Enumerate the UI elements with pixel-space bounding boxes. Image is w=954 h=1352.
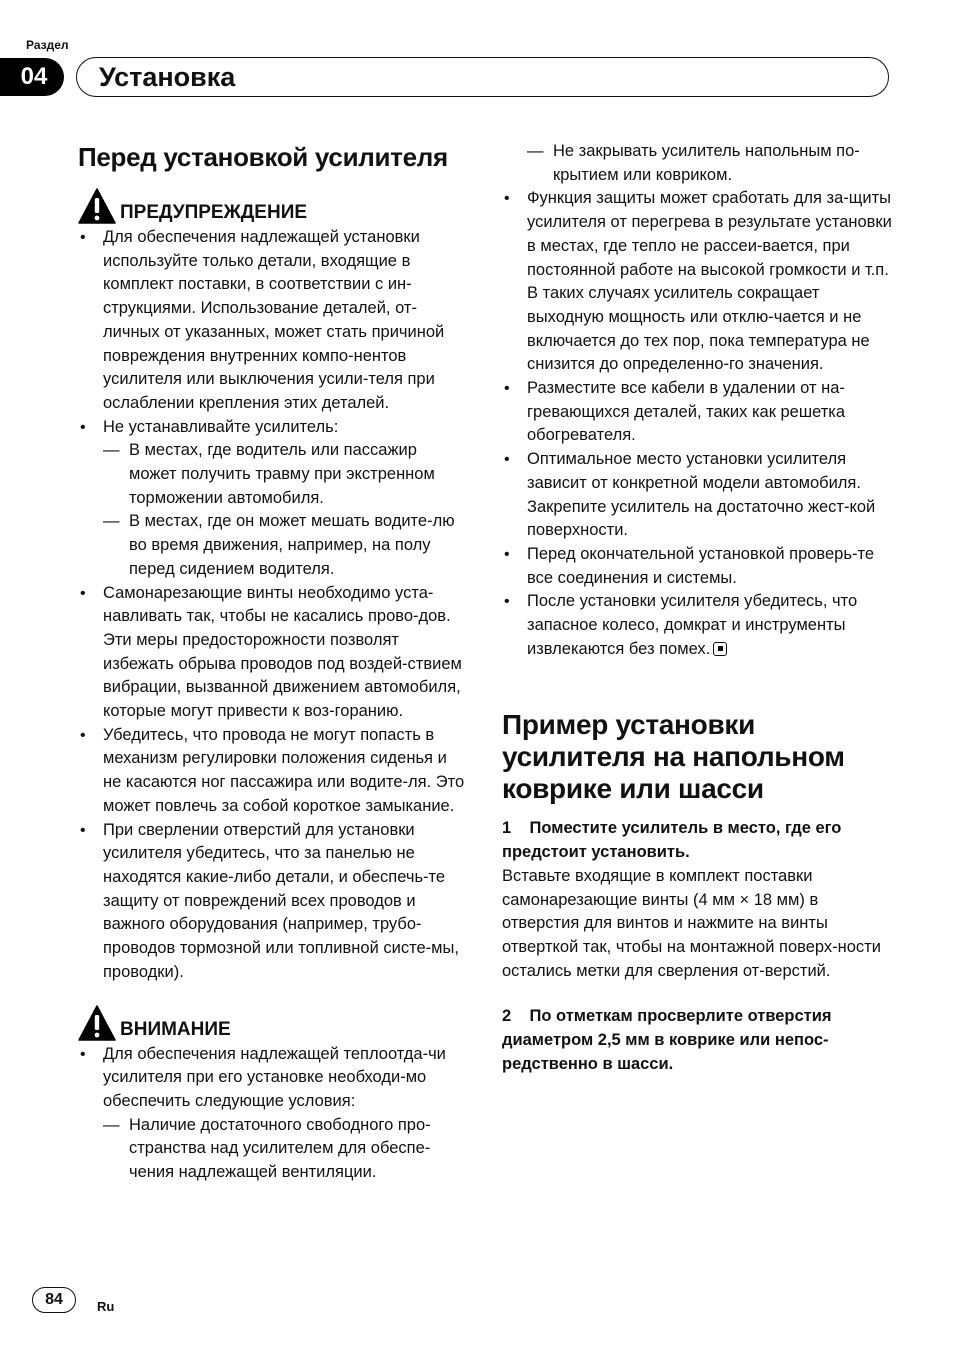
caution-continued-list — [502, 187, 894, 661]
warning-label: ПРЕДУПРЕЖДЕНИЕ — [120, 202, 308, 223]
list-item: • Функция защиты может сработать для за-щиты усилителя от перегрева в результате установки в местах, где тепло не рассеи-вается, при постоянной работе на высокой громкости и т.п. В таких случаях усилитель сокращает выходную мощность или отклю-чается и не включается до тех пор, пока температура не снизится до определенно-го значения. — [504, 189, 892, 374]
language-code: Ru — [97, 1299, 115, 1314]
warning-list — [78, 226, 468, 985]
right-column — [502, 140, 894, 1077]
section-title: Установка — [99, 62, 236, 92]
section-label: Раздел — [26, 38, 69, 52]
list-item: • Для обеспечения надлежащей теплоотда-чи усилителя при его установке необходи-мо обеспечить следующие условия: — Наличие достаточного свободного про-странства над усилителем для обеспе-чения надлежащей вентиляции. — [78, 1043, 468, 1185]
list-item: • Оптимальное место установки усилителя зависит от конкретной модели автомобиля. Закрепите усилитель на достаточно жест-кой поверхности. — [504, 450, 876, 540]
warning-header — [78, 186, 468, 224]
continued-dash-list — [527, 140, 894, 187]
step-2-title: 2 По отметкам просверлите отверстия диаметром 2,5 мм в коврике или непос-редственно в шасси. — [502, 1007, 837, 1073]
list-item: — В местах, где он может мешать водите-лю во время движения, например, на полу перед сидением водителя. — [103, 512, 455, 578]
step-1-title: 1 Поместите усилитель в место, где его предстоит установить. — [502, 819, 846, 862]
warning-icon — [78, 188, 116, 224]
caution-label: ВНИМАНИЕ — [120, 1018, 231, 1040]
caution-header — [78, 1003, 468, 1041]
list-item: • Самонарезающие винты необходимо уста-навливать так, чтобы не касались прово-дов. Эти меры предосторожности позволят избежать обрыва проводов под воздей-ствием вибрации, вызванной движением автомобиля, которые могут привести к воз-горанию. — [80, 583, 462, 721]
list-item: • Для обеспечения надлежащей установки используйте только детали, входящие в комплект поставки, в соответствии с ин-струкциями. Использование деталей, от-личных от указанных, может стать причиной повреждения внутренних компо-нентов усилителя или выключения усили-теля при ослаблении крепления этих деталей. — [80, 228, 445, 412]
right-heading: Пример установки усилителя на напольном коврике или шасси — [502, 709, 845, 805]
caution-condition-list — [103, 1114, 468, 1185]
list-item: — В местах, где водитель или пассажир может получить травму при экстренном торможении автомобиля. — [103, 441, 435, 507]
do-not-install-list — [103, 439, 468, 581]
page-number: 84 — [32, 1287, 76, 1313]
list-item: • Убедитесь, что провода не могут попасть в механизм регулировки положения сиденья и не касаются ног пассажира или водите-ля. Это может повлечь за собой короткое замыкание. — [80, 725, 465, 815]
end-of-section-icon — [713, 642, 727, 656]
step-1-body: Вставьте входящие в комплект поставки самонарезающие винты (4 мм × 18 мм) в отверстия для винтов и нажмите на винты отверткой так, чтобы на монтажной поверх-ности остались метки для сверления от-верстий. — [502, 866, 881, 980]
list-item: • Перед окончательной установкой проверь-те все соединения и системы. — [504, 544, 874, 587]
section-number-badge: 04 — [0, 58, 64, 96]
left-column — [78, 140, 468, 1185]
caution-list — [78, 1043, 468, 1185]
list-item: — Наличие достаточного свободного про-странства над усилителем для обеспе-чения надлежащей вентиляции. — [103, 1115, 431, 1182]
list-item: • Разместите все кабели в удалении от на-гревающихся деталей, таких как решетка обогревателя. — [504, 379, 846, 445]
section-title-box — [76, 57, 889, 97]
list-item: • При сверлении отверстий для установки усилителя убедитесь, что за панелью не находятся какие-либо детали, и обеспечь-те защиту от повреждений всех проводов и важного оборудования (например, трубо-проводов тормозной или топливной систе-мы, проводки). — [80, 820, 459, 981]
list-item: — Не закрывать усилитель напольным по-крытием или ковриком. — [527, 142, 860, 184]
caution-icon — [78, 1005, 116, 1041]
list-item: • Не устанавливайте усилитель: — В местах, где водитель или пассажир может получить травму при экстренном торможении автомобиля. — В местах, где он может мешать водите-лю во время движения, например, на полу перед сидением водителя. — [78, 416, 468, 582]
left-heading: Перед установкой усилителя — [78, 142, 448, 172]
list-item: • После установки усилителя убедитесь, что запасное колесо, домкрат и инструменты извлекаются без помех. — [504, 592, 858, 658]
